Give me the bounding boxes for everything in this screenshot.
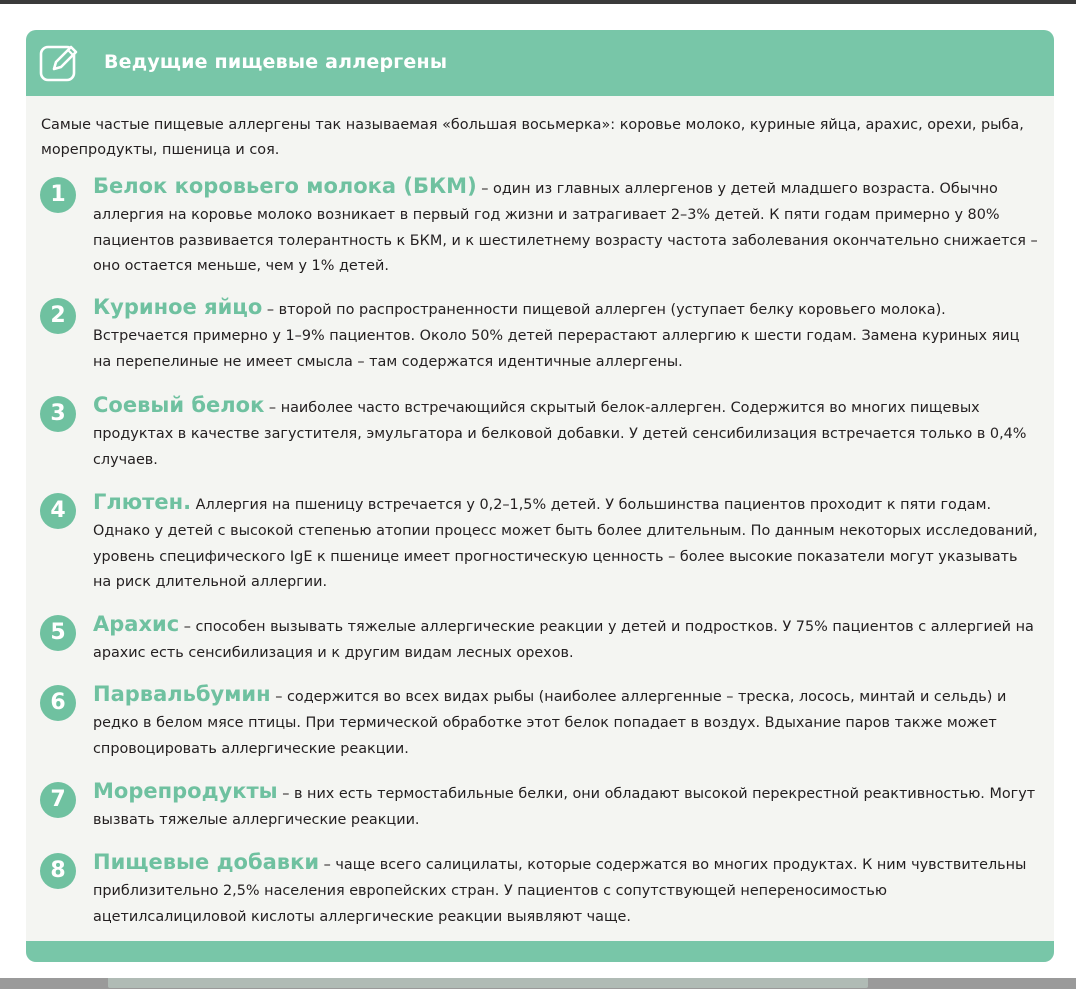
item-number-badge: 5 (40, 615, 76, 651)
item-term: Соевый белок (93, 393, 265, 417)
item-number-badge: 8 (40, 853, 76, 889)
item-term: Парвальбумин (93, 682, 271, 706)
item-term: Куриное яйцо (93, 295, 263, 319)
card-header (26, 30, 1054, 96)
item-number-badge: 1 (40, 177, 76, 213)
item-text (93, 492, 1038, 596)
cropped-content-ghost (108, 978, 868, 988)
item-text (93, 176, 1038, 280)
item-number-badge: 3 (40, 396, 76, 432)
card-footer-bar (26, 941, 1054, 962)
item-description: – второй по распространенности пищевой аллерген (уступает белку коровьего молока). Встречается примерно у 1–9% пациентов. Около 50% детей перерастают аллергию к шести годам. Замена куриных яиц на перепелиные не имеет смысла – там содержатся идентичные аллергены. (93, 302, 1020, 370)
item-term: Белок коровьего молока (БКМ) (93, 174, 477, 198)
item-text (93, 395, 1038, 473)
allergens-card (26, 30, 1054, 962)
item-text (93, 852, 1038, 930)
item-number-badge: 6 (40, 685, 76, 721)
item-term: Пищевые добавки (93, 850, 320, 874)
item-description: Аллергия на пшеницу встречается у 0,2–1,5% детей. У большинства пациентов проходит к пяти годам. Однако у детей с высокой степенью атопии процесс может быть более длительным. По данным некоторых исследований, уровень специфического IgE к пшенице имеет прогностическую ценность – более высокие показатели могут указывать на риск длительной аллергии. (93, 497, 1038, 591)
intro-paragraph: Самые частые пищевые аллергены так называемая «большая восьмерка»: коровье молоко, куриные яйца, арахис, орехи, рыба, морепродукты, пшеница и соя. (41, 117, 1024, 158)
item-description: – способен вызывать тяжелые аллергические реакции у детей и подростков. У 75% пациентов с аллергией на арахис есть сенсибилизация и к другим видам лесных орехов. (93, 619, 1034, 661)
item-text (93, 781, 1038, 834)
item-description: – содержится во всех видах рыбы (наиболее аллергенные – треска, лосось, минтай и сельдь) и редко в белом мясе птицы. При термической обработке этот белок попадает в воздух. Вдыхание паров также может спровоцировать аллергические реакции. (93, 689, 1007, 757)
item-description: – в них есть термостабильные белки, они обладают высокой перекрестной реактивностью. Могут вызвать тяжелые аллергические реакции. (93, 786, 1036, 828)
item-text (93, 297, 1038, 375)
item-description: – чаще всего салицилаты, которые содержатся во многих продуктах. К ним чувствительны приблизительно 2,5% населения европейских стран. У пациентов с сопутствующей непереносимостью ацетилсалициловой кислоты аллергические реакции выявляют чаще. (93, 857, 1027, 925)
item-number-badge: 7 (40, 782, 76, 818)
item-description: – наиболее часто встречающийся скрытый белок-аллерген. Содержится во многих пищевых продуктах в качестве загустителя, эмульгатора и белковой добавки. У детей сенсибилизация встречается только в 0,4% случаев. (93, 400, 1027, 468)
edit-note-icon (38, 42, 80, 84)
item-text (93, 614, 1038, 667)
item-term: Арахис (93, 612, 180, 636)
card-title: Ведущие пищевые аллергены (104, 51, 448, 73)
item-term: Морепродукты (93, 779, 278, 803)
item-number-badge: 2 (40, 298, 76, 334)
item-term: Глютен. (93, 490, 192, 514)
item-description: – один из главных аллергенов у детей младшего возраста. Обычно аллергия на коровье молоко возникает в первый год жизни и затрагивает 2–3% детей. К пяти годам примерно у 80% пациентов развивается толерантность к БКМ, и к шестилетнему возрасту частота заболевания окончательно снижается – оно остается меньше, чем у 1% детей. (93, 181, 1038, 275)
bottom-edge-strip (0, 978, 1076, 989)
top-edge-bar (0, 0, 1076, 4)
item-text (93, 684, 1038, 762)
item-number-badge: 4 (40, 493, 76, 529)
